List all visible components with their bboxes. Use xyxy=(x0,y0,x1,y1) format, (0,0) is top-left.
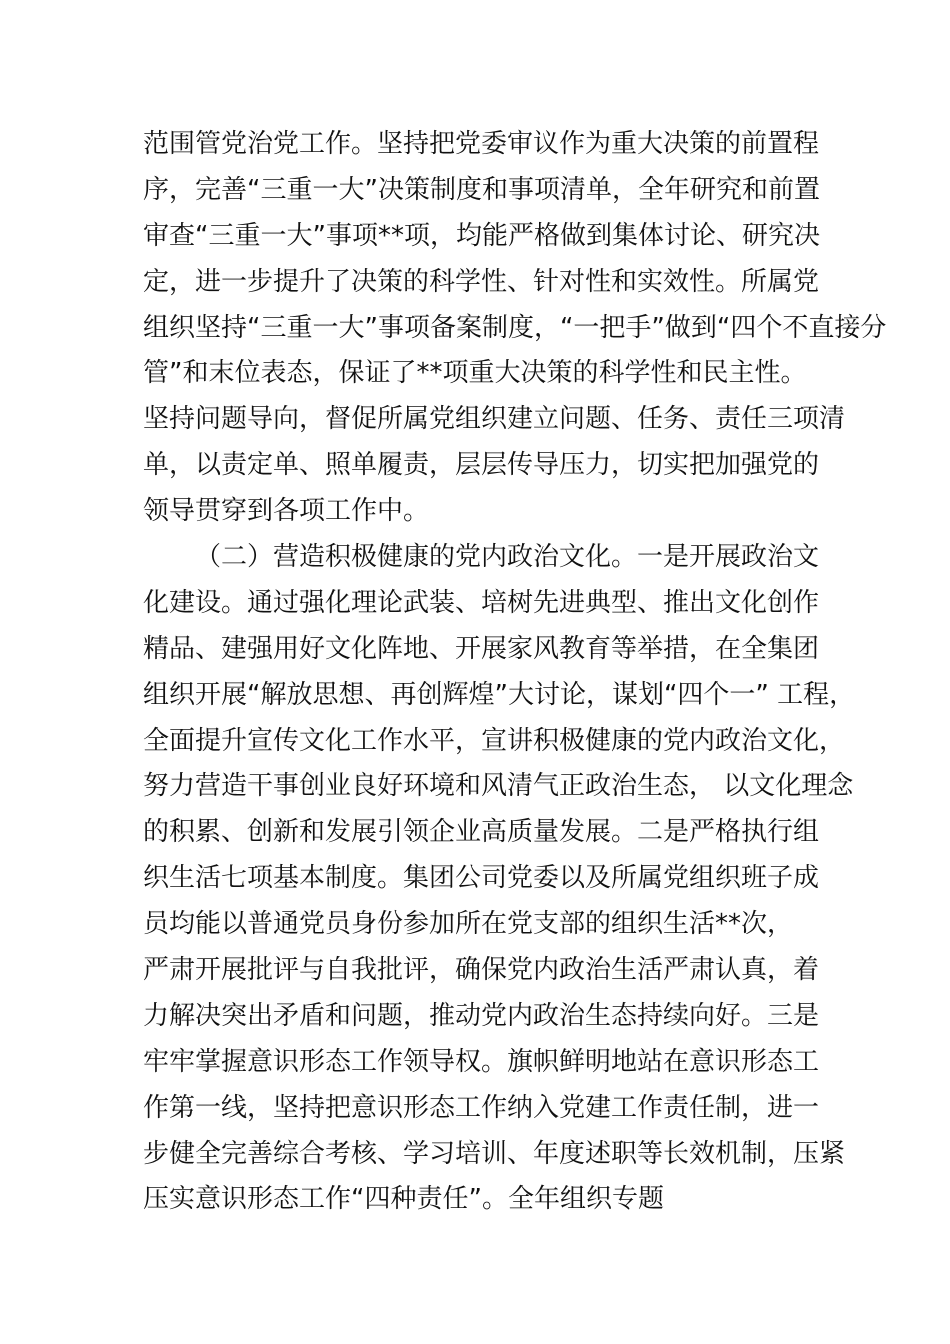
text-line: 组织开展“解放思想、再创辉煌”大讨论，谋划“四个一” 工程， xyxy=(143,679,856,710)
text-line: 全面提升宣传文化工作水平，宣讲积极健康的党内政治文化， xyxy=(143,725,846,756)
text-line: 化建设。通过强化理论武装、培树先进典型、推出文化创作 xyxy=(143,587,820,618)
text-line: 管”和末位表态，保证了**项重大决策的科学性和民主性。 xyxy=(143,358,807,389)
text-line: 作第一线，坚持把意识形态工作纳入党建工作责任制，进一 xyxy=(143,1092,820,1123)
text-line: 牢牢掌握意识形态工作领导权。旗帜鲜明地站在意识形态工 xyxy=(143,1046,820,1077)
text-line: 努力营造干事创业良好环境和风清气正政治生态， 以文化理念 xyxy=(143,771,854,802)
text-line: 步健全完善综合考核、学习培训、年度述职等长效机制，压紧 xyxy=(143,1138,846,1169)
text-line: 范围管党治党工作。坚持把党委审议作为重大决策的前置程 xyxy=(143,129,820,159)
body-text xyxy=(143,122,887,1223)
text-line: 序，完善“三重一大”决策制度和事项清单，全年研究和前置 xyxy=(143,174,820,205)
text-line: 严肃开展批评与自我批评，确保党内政治生活严肃认真，着 xyxy=(143,955,820,986)
text-line: 定，进一步提升了决策的科学性、针对性和实效性。所属党 xyxy=(143,266,820,297)
text-line: 压实意识形态工作“四种责任”。全年组织专题 xyxy=(143,1184,664,1215)
text-line: 单，以责定单、照单履责，层层传导压力，切实把加强党的 xyxy=(143,450,820,481)
text-line: 织生活七项基本制度。集团公司党委以及所属党组织班子成 xyxy=(143,863,820,894)
text-line: 员均能以普通党员身份参加所在党支部的组织生活**次， xyxy=(143,909,794,940)
text-line: 力解决突出矛盾和问题，推动党内政治生态持续向好。三是 xyxy=(143,1000,820,1031)
text-line: 精品、建强用好文化阵地、开展家风教育等举措，在全集团 xyxy=(143,633,820,664)
section-heading-line: （二）营造积极健康的党内政治文化。一是开展政治文 xyxy=(195,542,820,573)
text-line: 领导贯穿到各项工作中。 xyxy=(143,496,430,527)
text-line: 审查“三重一大”事项**项，均能严格做到集体讨论、研究决 xyxy=(143,220,820,251)
text-line: 的积累、创新和发展引领企业高质量发展。二是严格执行组 xyxy=(143,817,820,848)
text-line: 坚持问题导向，督促所属党组织建立问题、任务、责任三项清 xyxy=(143,404,846,435)
text-line: 组织坚持“三重一大”事项备案制度，“一把手”做到“四个不直接分 xyxy=(143,312,887,343)
